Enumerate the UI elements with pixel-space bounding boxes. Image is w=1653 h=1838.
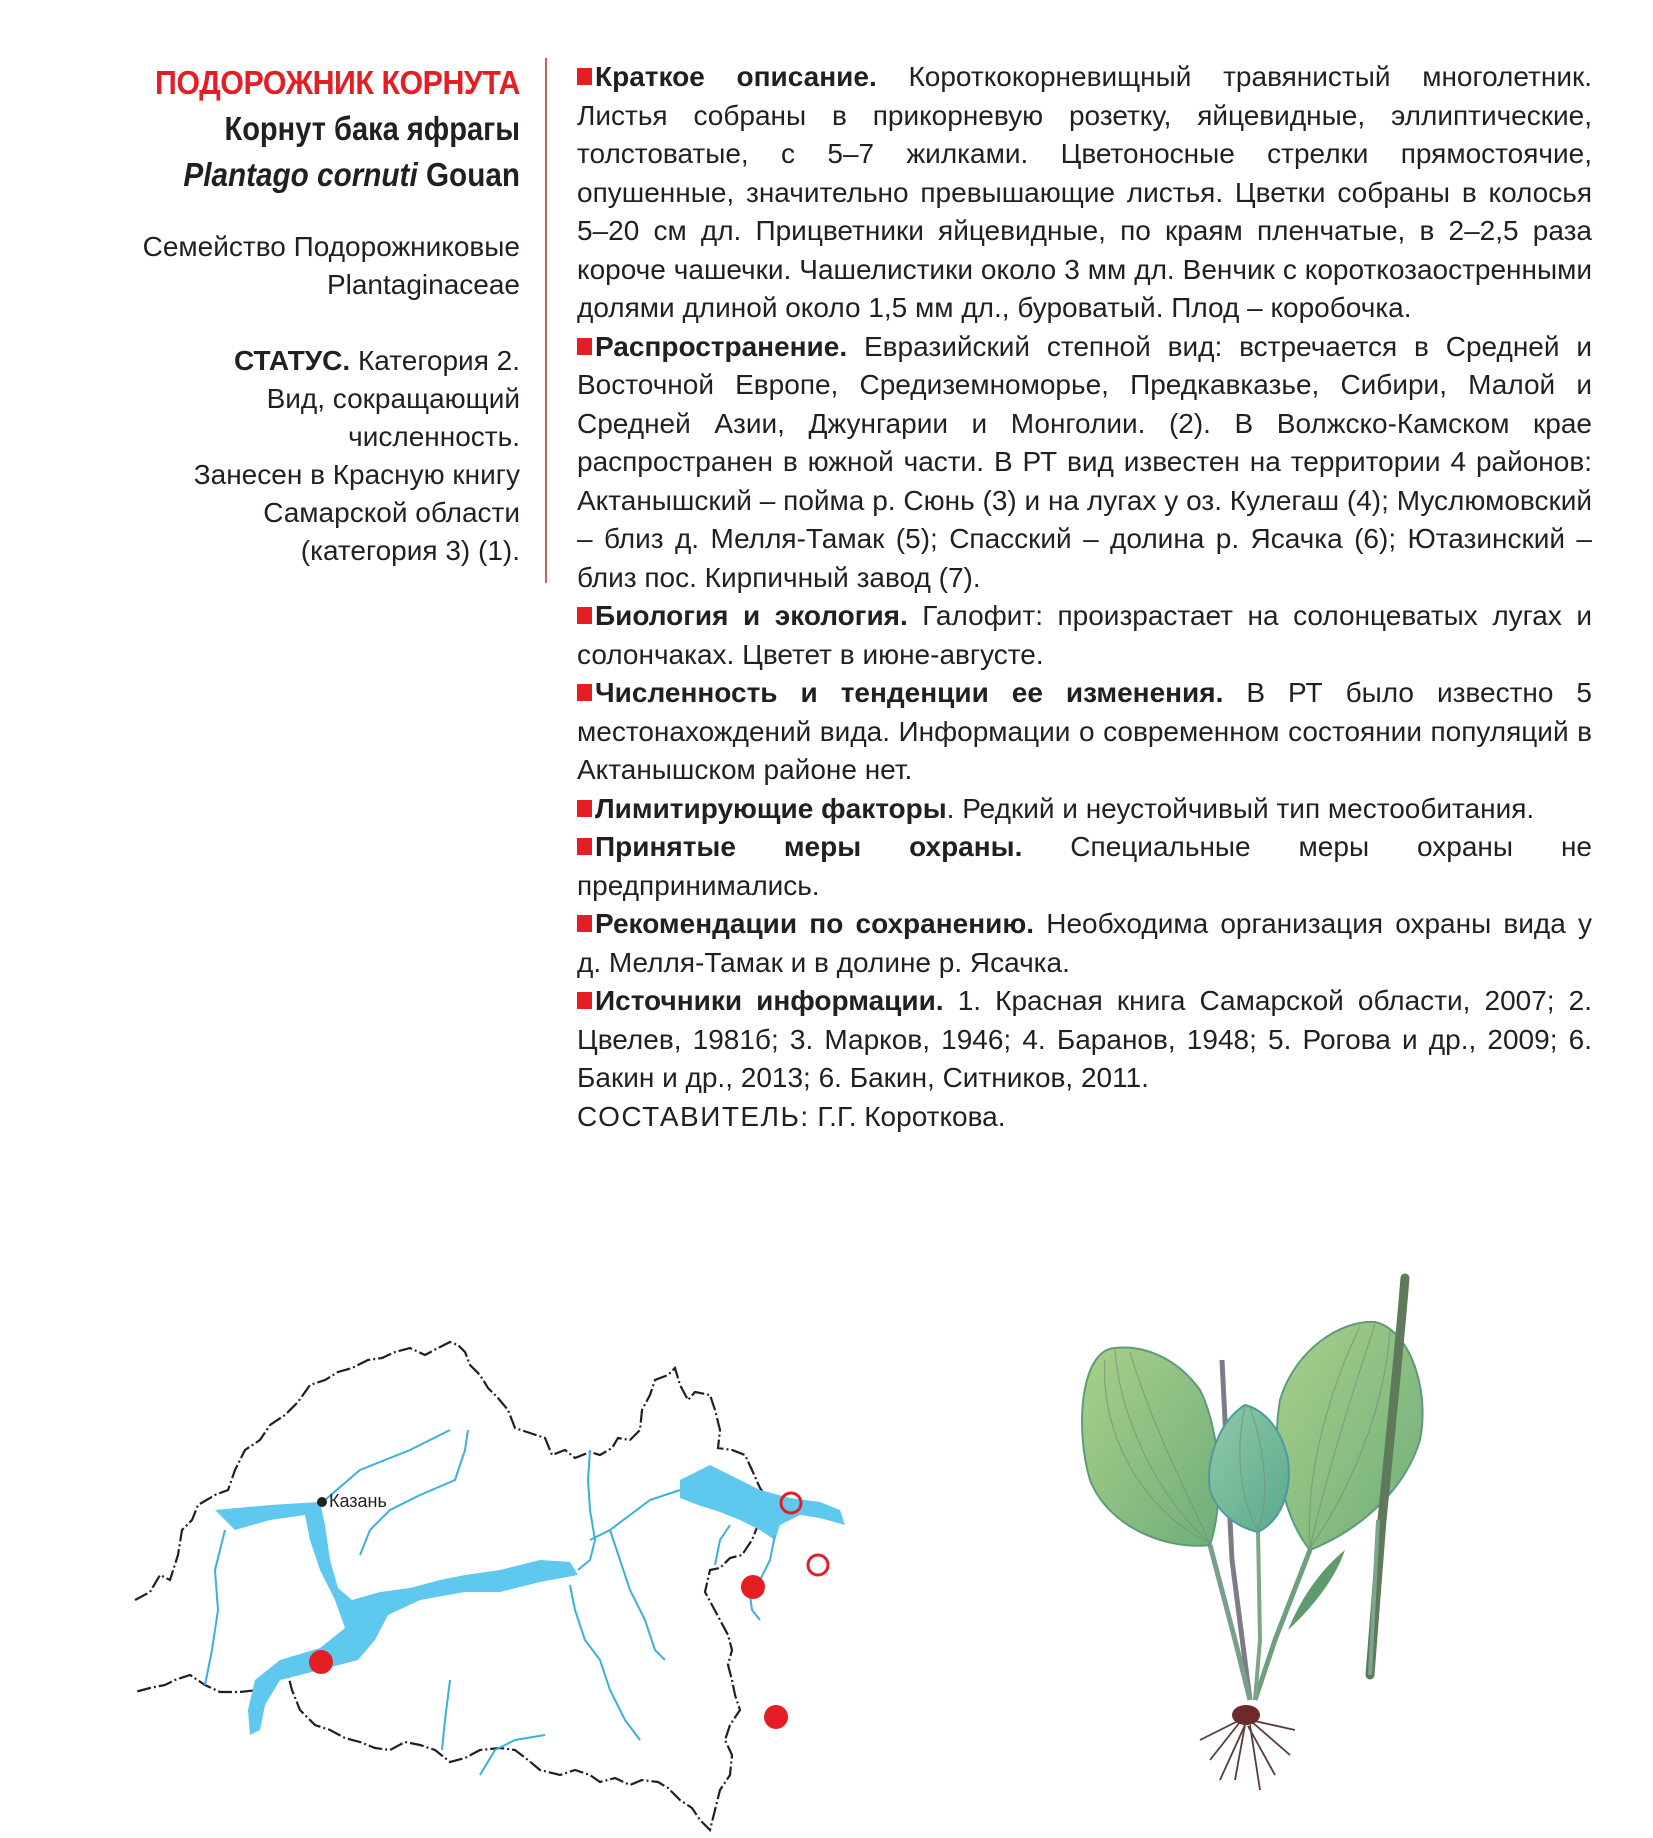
status-line: Самарской области (263, 497, 520, 528)
section-text: Евразийский степной вид: встречается в Средней и Восточной Европе, Средиземноморье, Предкавказье, Сибири, Малой и Средней Азии, Джунгарии и Монголии. (2). В Волжско-Камском крае распространен в южной части. В РТ вид известен на территории 4 районов: Актанышский – пойма р. Сюнь (3) и на лугах у оз. Кулегаш (4); Муслюмовский – близ д. Мелля-Тамак (5); Спасский – долина р. Ясачка (6); Ютазинский – близ пос. Кирпичный завод (7). (577, 330, 1592, 593)
status-label: СТАТУС. (233, 345, 351, 376)
section-heading: Биология и экология. (595, 600, 908, 631)
locality-marker-filled (309, 1650, 333, 1674)
latin-binomial: Plantago cornuti (183, 156, 418, 193)
plant-stem (1255, 1530, 1260, 1700)
kazan-city-label: Казань (329, 1491, 387, 1511)
red-square-bullet-icon (577, 992, 592, 1009)
section-text: Специальные меры охраны не предпринимались. (577, 831, 1592, 901)
plant-leaf (1082, 1347, 1219, 1545)
composer-label: СОСТАВИТЕЛЬ: (577, 1100, 810, 1132)
section-text: В РТ было известно 5 местонахождений вида. Информации о современном состоянии популяций в Актанышском районе нет. (577, 677, 1592, 785)
family-block (60, 228, 520, 304)
red-square-bullet-icon (577, 607, 592, 624)
species-description (577, 58, 1592, 1136)
section-biology (577, 597, 1592, 674)
water-reservoir-northeast (680, 1465, 845, 1540)
section-heading: Краткое описание. (595, 61, 877, 92)
section-text: Галофит: произрастает на солонцеватых лугах и солончаках. Цветет в июне-августе. (577, 600, 1592, 670)
kazan-city-dot (317, 1497, 327, 1507)
red-square-bullet-icon (577, 838, 592, 855)
plant-stem (1255, 1550, 1310, 1700)
river (590, 1490, 680, 1540)
section-heading: Рекомендации по сохранению. (595, 908, 1035, 939)
status-line: численность. (348, 421, 520, 452)
distribution-map (120, 1330, 900, 1838)
status-block (60, 342, 520, 570)
species-header (60, 60, 520, 570)
family-russian: Семейство Подорожниковые (142, 231, 520, 262)
river (578, 1450, 595, 1570)
plant-rhizome (1232, 1705, 1260, 1725)
section-text: 1. Красная книга Самарской области, 2007; 2. Цвелев, 1981б; 3. Марков, 1946; 4. Баранов, 1948; 5. Рогова и др., 2009; 6. Бакин и др., 2013; 6. Бакин, Ситников, 2011. (577, 985, 1593, 1093)
section-sources (577, 982, 1592, 1098)
plant-roots (1200, 1720, 1295, 1790)
section-heading: Принятые меры охраны. (595, 831, 1023, 862)
status-line: Занесен в Красную книгу (193, 459, 520, 490)
species-title-tatar: Корнут бака яфрагы (224, 110, 520, 147)
plant-illustration (1060, 1260, 1500, 1838)
section-heading: Источники информации. (595, 985, 944, 1016)
water-reservoir (215, 1502, 578, 1735)
section-text: Необходима организация охраны вида у д. Мелля-Тамак и в долине р. Ясачка. (577, 908, 1592, 978)
red-square-bullet-icon (577, 68, 592, 85)
species-title-russian: ПОДОРОЖНИК КОРНУТА (155, 64, 520, 101)
section-abundance (577, 674, 1592, 790)
status-line: (категория 3) (1). (300, 535, 520, 566)
river (480, 1735, 545, 1775)
river (570, 1585, 640, 1740)
locality-marker-open (808, 1555, 828, 1575)
section-heading: Численность и тенденции ее изменения. (595, 677, 1224, 708)
section-protection-measures (577, 828, 1592, 905)
red-square-bullet-icon (577, 800, 592, 817)
composer-name: Г.Г. Короткова. (809, 1100, 1006, 1132)
locality-marker-filled (741, 1575, 765, 1599)
locality-marker-filled (764, 1705, 788, 1729)
river (442, 1680, 450, 1750)
section-description (577, 58, 1592, 328)
status-line: Вид, сокращающий (266, 383, 520, 414)
column-divider (545, 58, 547, 583)
latin-author: Gouan (417, 156, 520, 193)
section-recommendations (577, 905, 1592, 982)
species-title-latin (106, 152, 520, 198)
red-square-bullet-icon (577, 684, 592, 701)
river (610, 1530, 665, 1660)
family-latin: Plantaginaceae (326, 269, 520, 300)
section-distribution (577, 328, 1592, 598)
red-square-bullet-icon (577, 338, 592, 355)
section-limiting-factors (577, 790, 1592, 829)
red-square-bullet-icon (577, 915, 592, 932)
section-text: Короткокорневищный травянистый многолетник. Листья собраны в прикорневую розетку, яйцевидные, эллиптические, толстоватые, с 5–7 жилками. Цветоносные стрелки прямостоячие, опушенные, значительно превышающие листья. Цветки собраны в колосья 5–20 см дл. Прицветники яйцевидные, по краям пленчатые, в 2–2,5 раза короче чашечки. Чашелистики около 3 мм дл. Венчик с короткозаостренными долями длиной около 1,5 мм дл., буроватый. Плод – коробочка. (577, 61, 1592, 323)
composer-line (577, 1098, 1592, 1137)
river (205, 1530, 225, 1685)
section-text: . Редкий и неустойчивый тип местообитания. (946, 792, 1535, 824)
plant-stem (1210, 1545, 1250, 1700)
section-heading: Лимитирующие факторы (595, 792, 947, 824)
status-line: СТАТУС. Категория 2. (233, 345, 520, 376)
section-heading: Распространение. (595, 330, 848, 362)
